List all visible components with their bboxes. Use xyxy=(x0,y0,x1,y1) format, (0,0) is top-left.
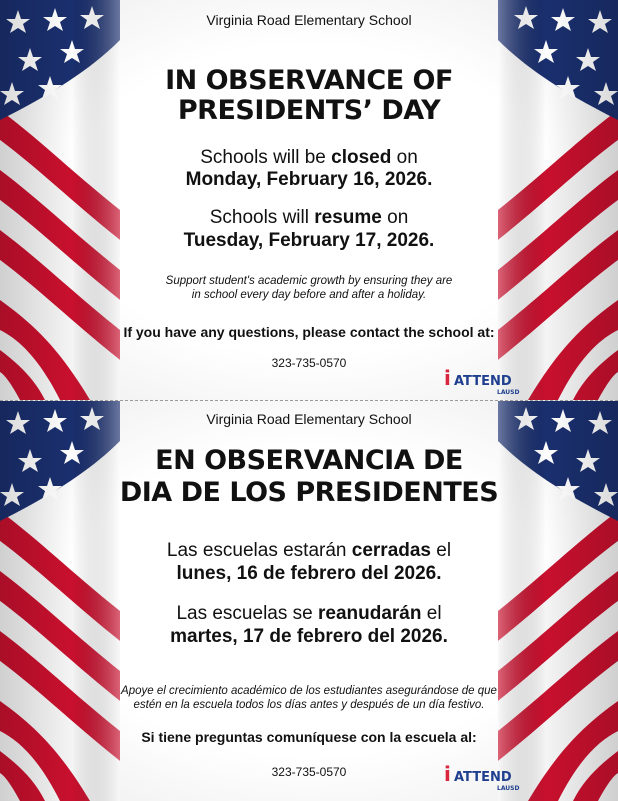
american-flag-right-image xyxy=(498,0,618,400)
resume-bold: reanudarán xyxy=(317,603,422,624)
resume-bold: resume xyxy=(314,207,382,228)
contact-question: If you have any questions, please contact the school at: xyxy=(123,324,495,340)
headline-line-2: PRESIDENTS’ DAY xyxy=(177,95,441,126)
resume-statement xyxy=(0,206,618,229)
attendance-note-line-2: estén en la escuela todos los días antes y después de un día festivo. xyxy=(133,699,485,711)
resume-date: martes, 17 de febrero del 2026. xyxy=(170,626,448,647)
iattend-logo xyxy=(442,763,526,793)
attendance-note-line-2: in school every day before and after a holiday. xyxy=(191,289,427,301)
resume-date: Tuesday, February 17, 2026. xyxy=(183,230,435,251)
logo-i: i xyxy=(444,763,451,786)
closed-pre: Las escuelas estarán xyxy=(166,540,352,561)
phone-number: 323-735-0570 xyxy=(271,356,347,370)
attendance-note-line-1: Apoye el crecimiento académico de los estudiantes asegurándose de que xyxy=(121,685,497,697)
spanish-notice xyxy=(0,400,618,801)
phone-number: 323-735-0570 xyxy=(271,765,347,779)
resume-statement xyxy=(0,602,618,625)
resume-pre: Schools will xyxy=(209,207,315,228)
american-flag-left-image xyxy=(0,0,120,400)
logo-word: ATTEND xyxy=(454,374,512,389)
closed-bold: cerradas xyxy=(351,540,431,561)
closed-statement xyxy=(0,539,618,562)
logo-sub: LAUSD xyxy=(497,785,520,792)
headline-line-1: IN OBSERVANCE OF xyxy=(165,65,453,96)
closed-post: on xyxy=(391,147,418,168)
headline-line-1: EN OBSERVANCIA DE xyxy=(155,445,463,476)
resume-post: on xyxy=(381,207,409,228)
contact-question: Si tiene preguntas comuníquese con la escuela al: xyxy=(141,729,477,745)
closed-date: lunes, 16 de febrero del 2026. xyxy=(176,563,442,584)
iattend-logo xyxy=(442,367,526,397)
headline-line-2: DIA DE LOS PRESIDENTES xyxy=(119,477,499,508)
school-name: Virginia Road Elementary School xyxy=(206,411,412,427)
closed-date: Monday, February 16, 2026. xyxy=(185,169,433,190)
closed-pre: Schools will be xyxy=(200,147,332,168)
resume-pre: Las escuelas se xyxy=(176,603,318,624)
english-notice xyxy=(0,0,618,400)
logo-sub: LAUSD xyxy=(497,389,520,396)
attendance-note-line-1: Support student's academic growth by ensuring they are xyxy=(165,275,453,287)
school-name: Virginia Road Elementary School xyxy=(206,12,412,28)
resume-post: el xyxy=(421,603,442,624)
closed-statement xyxy=(0,146,618,169)
logo-i: i xyxy=(444,367,451,390)
closed-bold: closed xyxy=(331,147,392,168)
closed-post: el xyxy=(431,540,452,561)
logo-word: ATTEND xyxy=(454,770,512,785)
